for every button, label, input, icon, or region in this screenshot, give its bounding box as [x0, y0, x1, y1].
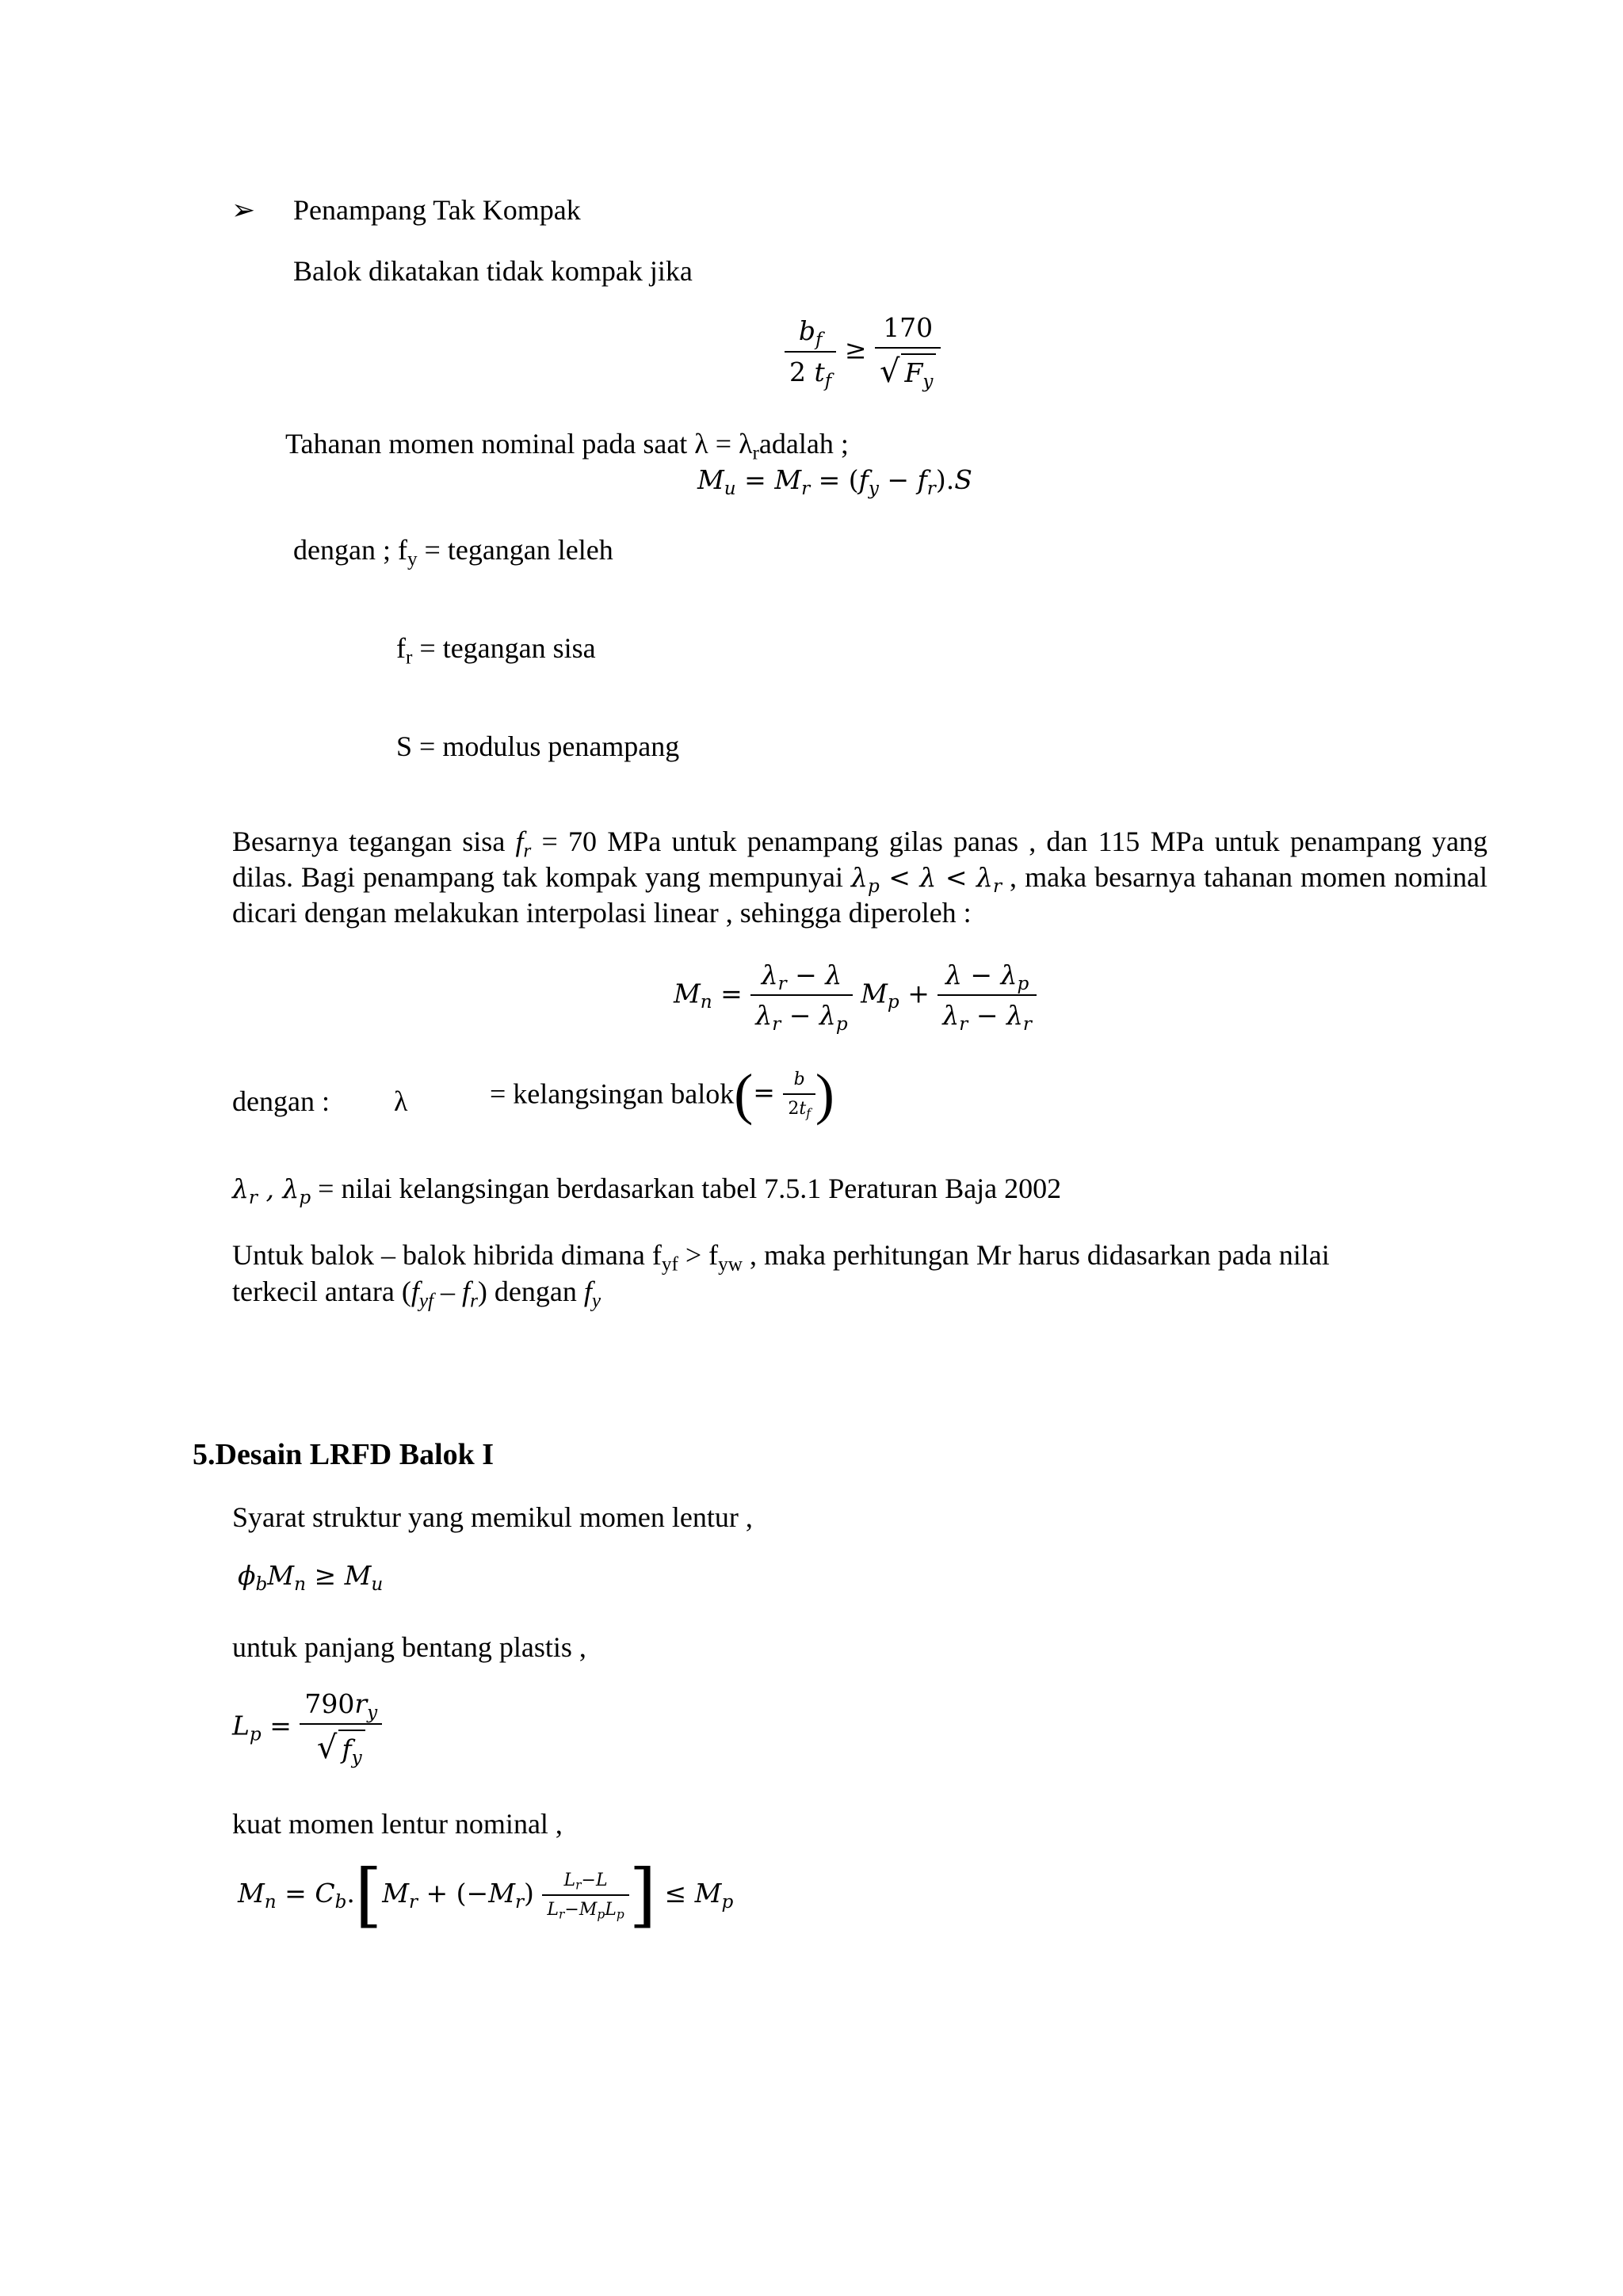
paragraph-residual-stress: Besarnya tegangan sisa $f_r = 70$ MPa untuk penampang gilas panas , dan 115 MPa untuk penampang yang dilas. Bagi penampang tak kompak yang mempunyai $\lambda_p < \lambda < \lambda_r$ , maka besarnya tahanan momen nominal dicari dengan melakukan interpolasi linear , sehingga diperoleh :: [232, 826, 1488, 929]
section-heading-lrfd: 5.Desain LRFD Balok I: [193, 1438, 495, 1471]
equation-lp: $L_p$ = $\frac{790r_y}{√ f_y}$: [232, 1688, 382, 1768]
equation-mn-interpolation: $M_n$ = $\frac{\lambda_r - \lambda}{\lambda_r - \lambda_p}$ $M_p$ + $\frac{\lambda - \lambda_p}{\lambda_r - \lambda_r}$: [674, 959, 1037, 1032]
equation-mr: $M_u = M_r = (f_y - f_r).S$: [697, 464, 972, 499]
nominal-moment-text: kuat momen lentur nominal ,: [232, 1808, 563, 1840]
equation-noncompact-condition: $\frac{b_f}{2 t_f}$ ≥ $\frac{170}{√ F_y}$: [785, 311, 941, 391]
bullet-arrow-icon: ➢: [231, 194, 256, 226]
def-lambda-r-p: $\lambda_r$ , $\lambda_p$ = nilai kelangsingan berdasarkan tabel 7.5.1 Peraturan Baja 2002: [232, 1173, 1062, 1208]
intro-text: Balok dikatakan tidak kompak jika: [293, 255, 693, 287]
def-lambda-text: = kelangsingan balok(= $\frac{b}{2t_f}$ ): [490, 1062, 834, 1126]
moment-intro-text: Tahanan momen nominal pada saat $\lambda = \lambda_radalah$ ;: [285, 428, 849, 464]
equation-mn-lrfd: $M_n = C_b.[M_r + (-M_r)$ $\frac{L_r-L}{L_r-M_pL_p}$ ] ≤ $M_p$: [238, 1854, 734, 1936]
equation-phi-mn: $\phi_bM_n \ge M_u$: [238, 1560, 384, 1595]
def-lambda-symbol: λ: [394, 1085, 408, 1117]
requirement-text: Syarat struktur yang memikul momen lentur ,: [232, 1501, 753, 1533]
def-fr: $f_r$ = tegangan sisa: [396, 632, 596, 669]
section-heading-tak-kompak: Penampang Tak Kompak: [293, 194, 581, 226]
plastic-span-text: untuk panjang bentang plastis ,: [232, 1631, 586, 1663]
paragraph-hybrid-line1: Untuk balok – balok hibrida dimana $f_{yf} > f_{yw}$ , maka perhitungan Mr harus didasarkan pada nilai: [232, 1239, 1330, 1276]
def-dengan: dengan :: [232, 1085, 330, 1117]
def-s: S = modulus penampang: [396, 730, 680, 762]
paragraph-hybrid-line2: terkecil antara $(f_{yf} - f_r)$ dengan $f_y$: [232, 1276, 601, 1312]
def-fy: dengan ; $f_y$ = tegangan leleh: [293, 534, 613, 570]
